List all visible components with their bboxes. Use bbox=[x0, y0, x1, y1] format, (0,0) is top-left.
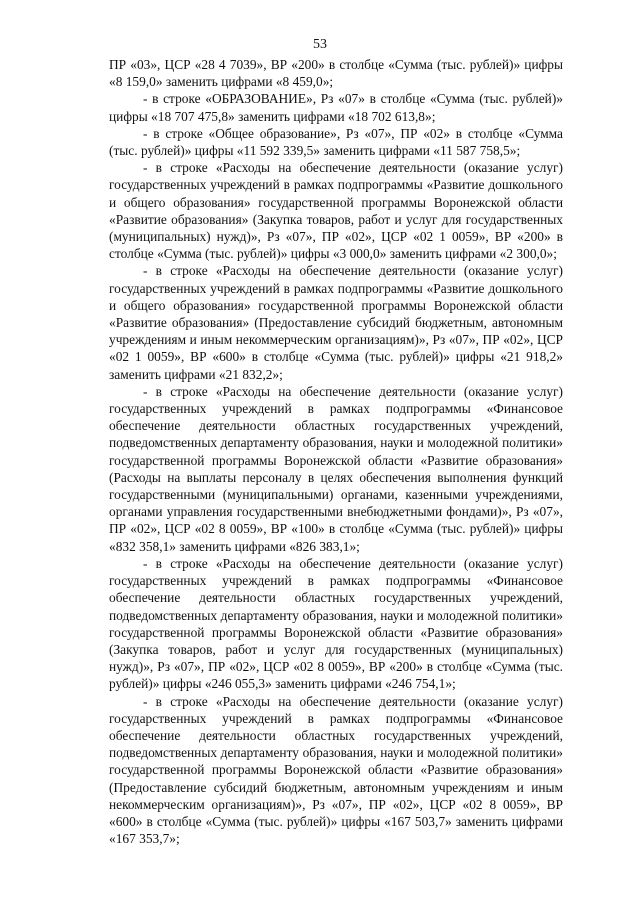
paragraph: ПР «03», ЦСР «28 4 7039», ВР «200» в столбце «Сумма (тыс. рублей)» цифры «8 159,0» заменить цифрами «8 459,0»; bbox=[109, 57, 563, 90]
paragraph: - в строке «Расходы на обеспечение деятельности (оказание услуг) государственных учреждений в рамках подпрограммы «Развитие дошкольного и общего образования» государственной программы Воронежской области «Развитие образования» (Закупка товаров, работ и услуг для государственных (муниципальных) нужд)», Рз «07», ПР «02», ЦСР «02 1 0059», ВР «200» в столбце «Сумма (тыс. рублей)» цифры «3 000,0» заменить цифрами «2 300,0»; bbox=[109, 160, 563, 262]
paragraph: - в строке «Расходы на обеспечение деятельности (оказание услуг) государственных учреждений в рамках подпрограммы «Развитие дошкольного и общего образования» государственной программы Воронежской области «Развитие образования» (Предоставление субсидий бюджетным, автономным учреждениям и иным некоммерческим организациям)», Рз «07», ПР «02», ЦСР «02 1 0059», ВР «600» в столбце «Сумма (тыс. рублей)» цифры «21 918,2» заменить цифрами «21 832,2»; bbox=[109, 263, 563, 382]
paragraph: - в строке «Расходы на обеспечение деятельности (оказание услуг) государственных учреждений в рамках подпрограммы «Финансовое обеспечение деятельности областных государственных учреждений, подведомственных департаменту образования, науки и молодежной политики» государственной программы Воронежской области «Развитие образования» (Закупка товаров, работ и услуг для государственных (муниципальных) нужд)», Рз «07», ПР «02», ЦСР «02 8 0059», ВР «200» в столбце «Сумма (тыс. рублей)» цифры «246 055,3» заменить цифрами «246 754,1»; bbox=[109, 555, 563, 692]
paragraph: - в строке «Расходы на обеспечение деятельности (оказание услуг) государственных учреждений в рамках подпрограммы «Финансовое обеспечение деятельности областных государственных учреждений, подведомственных департаменту образования, науки и молодежной политики» государственной программы Воронежской области «Развитие образования» (Предоставление субсидий бюджетным, автономным учреждениям и иным некоммерческим организациям)», Рз «07», ПР «02», ЦСР «02 8 0059», ВР «600» в столбце «Сумма (тыс. рублей)» цифры «167 503,7» заменить цифрами «167 353,7»; bbox=[109, 693, 563, 847]
page-number: 53 bbox=[313, 37, 327, 52]
paragraph: - в строке «ОБРАЗОВАНИЕ», Рз «07» в столбце «Сумма (тыс. рублей)» цифры «18 707 475,8» заменить цифрами «18 702 613,8»; bbox=[109, 91, 563, 124]
document-body bbox=[109, 56, 563, 847]
paragraph: - в строке «Расходы на обеспечение деятельности (оказание услуг) государственных учреждений в рамках подпрограммы «Финансовое обеспечение деятельности областных государственных учреждений, подведомственных департаменту образования, науки и молодежной политики» государственной программы Воронежской области «Развитие образования» (Расходы на выплаты персоналу в целях обеспечения выполнения функций государственными (муниципальными) органами, казенными учреждениями, органами управления государственными внебюджетными фондами)», Рз «07», ПР «02», ЦСР «02 8 0059», ВР «100» в столбце «Сумма (тыс. рублей)» цифры «832 358,1» заменить цифрами «826 383,1»; bbox=[109, 383, 563, 554]
paragraph: - в строке «Общее образование», Рз «07», ПР «02» в столбце «Сумма (тыс. рублей)» цифры «11 592 339,5» заменить цифрами «11 587 758,5»; bbox=[109, 125, 563, 159]
